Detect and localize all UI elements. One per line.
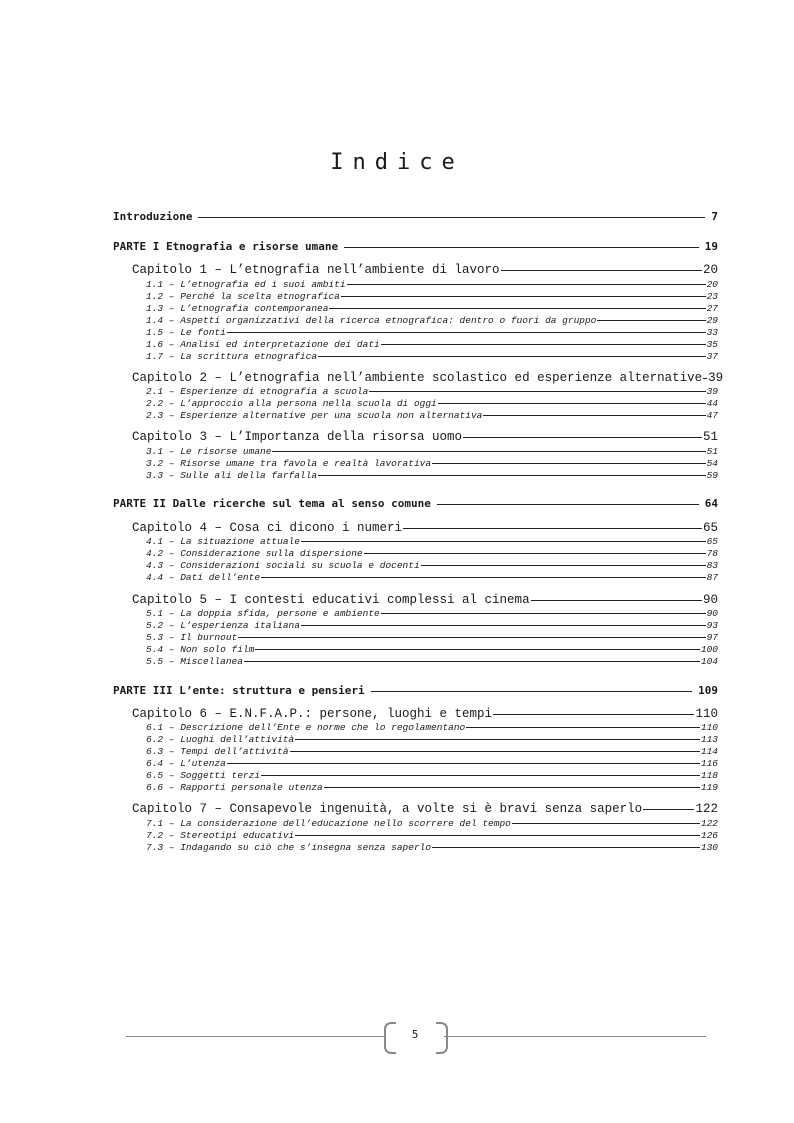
toc-entry-page-number: 20 (702, 263, 718, 277)
toc-entry-label: 7.1 – La considerazione dell’educazione nello scorrere del tempo (146, 818, 511, 829)
toc-leader-line (437, 504, 699, 505)
toc-entry-page-number: 93 (706, 620, 718, 631)
toc-entry-label: Capitolo 3 – L’Importanza della risorsa uomo (132, 430, 463, 444)
toc-entry-label: 1.2 – Perché la scelta etnografica (146, 291, 340, 302)
toc-entry-page-number: 78 (706, 548, 718, 559)
toc-entry-page-number: 122 (695, 802, 718, 816)
toc-entry-sec (146, 351, 718, 362)
toc-entry-label: Introduzione (113, 210, 193, 223)
toc-entry-page-number: 118 (700, 770, 718, 781)
toc-entry-label: 6.2 – Luoghi dell’attività (146, 734, 295, 745)
toc-entry-part (113, 210, 718, 223)
toc-leader-line (347, 284, 706, 285)
toc-entry-label: 3.2 – Risorse umane tra favola e realtà lavorativa (146, 458, 432, 469)
toc-entry-label: 1.7 – La scrittura etnografica (146, 351, 318, 362)
toc-leader-line (324, 787, 700, 788)
page-title: Indice (330, 150, 464, 175)
toc-entry-label: 6.1 – Descrizione dell’Ente e norme che lo regolamentano (146, 722, 466, 733)
toc-entry-page-number: 20 (706, 279, 718, 290)
toc-leader-line (371, 691, 692, 692)
toc-entry-sec (146, 830, 718, 841)
toc-entry-page-number: 114 (700, 746, 718, 757)
toc-entry-chap (132, 593, 718, 607)
toc-entry-page-number: 109 (698, 684, 718, 697)
toc-entry-page-number: 100 (700, 644, 718, 655)
toc-entry-sec (146, 470, 718, 481)
toc-leader-line (531, 600, 702, 601)
toc-entry-label: 4.2 – Considerazione sulla dispersione (146, 548, 363, 559)
toc-entry-page-number: 110 (695, 707, 718, 721)
toc-entry-part (113, 240, 718, 253)
toc-entry-label: 5.2 – L’esperienza italiana (146, 620, 300, 631)
toc-entry-label: 6.4 – L’utenza (146, 758, 226, 769)
toc-entry-chap (132, 371, 724, 385)
toc-entry-sec (146, 842, 718, 853)
page-number: 5 (411, 1028, 419, 1041)
toc-entry-sec (146, 279, 718, 290)
toc-entry-page-number: 130 (700, 842, 718, 853)
toc-entry-page-number: 65 (706, 536, 718, 547)
toc-entry-page-number: 44 (706, 398, 718, 409)
toc-entry-sec (146, 770, 718, 781)
toc-entry-chap (132, 521, 718, 535)
toc-entry-page-number: 35 (706, 339, 718, 350)
toc-entry-page-number: 37 (706, 351, 718, 362)
toc-entry-sec (146, 303, 718, 314)
toc-entry-label: 1.4 – Aspetti organizzativi della ricerca etnografica: dentro o fuori da gruppo (146, 315, 597, 326)
toc-entry-page-number: 51 (706, 446, 718, 457)
toc-entry-page-number: 104 (700, 656, 718, 667)
toc-entry-sec (146, 446, 718, 457)
toc-entry-sec (146, 722, 718, 733)
toc-entry-part (113, 497, 718, 510)
toc-entry-page-number: 97 (706, 632, 718, 643)
toc-entry-page-number: 51 (702, 430, 718, 444)
toc-entry-page-number: 59 (706, 470, 718, 481)
toc-leader-line (227, 332, 706, 333)
toc-leader-line (261, 775, 700, 776)
toc-entry-label: Capitolo 1 – L’etnografia nell’ambiente di lavoro (132, 263, 500, 277)
toc-entry-sec (146, 746, 718, 757)
toc-leader-line (438, 403, 706, 404)
toc-entry-label: 2.3 – Esperienze alternative per una scuola non alternativa (146, 410, 483, 421)
footer-rule-left (126, 1036, 386, 1037)
toc-entry-label: Capitolo 2 – L’etnografia nell’ambiente scolastico ed esperienze alternative (132, 371, 703, 385)
toc-leader-line (597, 320, 705, 321)
toc-entry-page-number: 119 (700, 782, 718, 793)
toc-entry-label: 5.3 – Il burnout (146, 632, 238, 643)
toc-entry-sec (146, 548, 718, 559)
toc-entry-page-number: 87 (706, 572, 718, 583)
toc-entry-chap (132, 430, 718, 444)
toc-entry-page-number: 19 (704, 240, 718, 253)
toc-entry-page-number: 113 (700, 734, 718, 745)
toc-entry-label: 5.5 – Miscellanea (146, 656, 243, 667)
toc-entry-sec (146, 758, 718, 769)
toc-entry-page-number: 90 (702, 593, 718, 607)
toc-entry-sec (146, 572, 718, 583)
toc-entry-sec (146, 560, 718, 571)
toc-entry-label: 1.3 – L’etnografia contemporanea (146, 303, 329, 314)
toc-entry-page-number: 126 (700, 830, 718, 841)
toc-entry-label: Capitolo 6 – E.N.F.A.P.: persone, luoghi e tempi (132, 707, 493, 721)
toc-entry-sec (146, 398, 718, 409)
toc-entry-label: 1.1 – L’etnografia ed i suoi ambiti (146, 279, 346, 290)
page-footer (126, 1022, 706, 1052)
toc-leader-line (381, 344, 706, 345)
toc-entry-page-number: 27 (706, 303, 718, 314)
toc-entry-label: 6.3 – Tempi dell’attività (146, 746, 289, 757)
toc-leader-line (512, 823, 700, 824)
toc-entry-sec (146, 410, 718, 421)
toc-entry-sec (146, 327, 718, 338)
toc-entry-sec (146, 632, 718, 643)
toc-entry-sec (146, 291, 718, 302)
toc-entry-label: 7.3 – Indagando su ciò che s’insegna senza saperlo (146, 842, 432, 853)
toc-entry-sec (146, 644, 718, 655)
toc-leader-line (643, 809, 694, 810)
toc-entry-page-number: 47 (706, 410, 718, 421)
toc-leader-line (381, 613, 706, 614)
toc-entry-label: 2.1 – Esperienze di etnografia a scuola (146, 386, 369, 397)
toc-entry-label: PARTE III L’ente: struttura e pensieri (113, 684, 365, 697)
toc-entry-page-number: 39 (708, 371, 724, 385)
toc-leader-line (501, 270, 702, 271)
toc-leader-line (341, 296, 706, 297)
toc-leader-line (483, 415, 705, 416)
toc-entry-label: 6.6 – Rapporti personale utenza (146, 782, 323, 793)
toc-entry-sec (146, 620, 718, 631)
toc-entry-chap (132, 263, 718, 277)
toc-leader-line (403, 528, 702, 529)
toc-leader-line (318, 475, 706, 476)
toc-entry-sec (146, 339, 718, 350)
toc-leader-line (244, 661, 700, 662)
toc-entry-label: PARTE I Etnografia e risorse umane (113, 240, 339, 253)
toc-entry-page-number: 7 (711, 210, 718, 223)
toc-entry-page-number: 110 (700, 722, 718, 733)
toc-entry-page-number: 83 (706, 560, 718, 571)
toc-entry-sec (146, 458, 718, 469)
toc-entry-page-number: 39 (706, 386, 718, 397)
toc-entry-page-number: 90 (706, 608, 718, 619)
toc-leader-line (421, 565, 706, 566)
toc-entry-label: 3.1 – Le risorse umane (146, 446, 272, 457)
toc-entry-label: 3.3 – Sulle ali della farfalla (146, 470, 318, 481)
toc-entry-label: 1.6 – Analisi ed interpretazione dei dati (146, 339, 380, 350)
toc-entry-sec (146, 818, 718, 829)
toc-entry-chap (132, 802, 718, 816)
toc-entry-label: 5.4 – Non solo film (146, 644, 255, 655)
toc-entry-page-number: 33 (706, 327, 718, 338)
toc-leader-line (255, 649, 700, 650)
toc-leader-line (238, 637, 705, 638)
toc-leader-line (432, 463, 706, 464)
toc-entry-page-number: 23 (706, 291, 718, 302)
toc-entry-sec (146, 782, 718, 793)
toc-entry-page-number: 65 (702, 521, 718, 535)
toc-entry-sec (146, 608, 718, 619)
toc-entry-label: 6.5 – Soggetti terzi (146, 770, 261, 781)
toc-entry-label: 4.1 – La situazione attuale (146, 536, 300, 547)
toc-leader-line (301, 541, 706, 542)
toc-entry-label: 7.2 – Stereotipi educativi (146, 830, 295, 841)
toc-leader-line (261, 577, 706, 578)
footer-bracket-right (436, 1022, 448, 1054)
toc-entry-sec (146, 734, 718, 745)
toc-leader-line (198, 217, 705, 218)
toc-entry-label: 2.2 – L’approccio alla persona nella scuola di oggi (146, 398, 437, 409)
toc-entry-label: PARTE II Dalle ricerche sul tema al senso comune (113, 497, 431, 510)
toc-entry-sec (146, 536, 718, 547)
toc-leader-line (301, 625, 706, 626)
toc-leader-line (703, 378, 707, 379)
toc-leader-line (344, 247, 699, 248)
toc-entry-sec (146, 386, 718, 397)
toc-entry-sec (146, 315, 718, 326)
toc-entry-page-number: 122 (700, 818, 718, 829)
toc-leader-line (318, 356, 706, 357)
toc-entry-page-number: 29 (706, 315, 718, 326)
toc-leader-line (369, 391, 705, 392)
toc-leader-line (290, 751, 700, 752)
toc-entry-label: Capitolo 4 – Cosa ci dicono i numeri (132, 521, 403, 535)
toc-entry-part (113, 684, 718, 697)
toc-leader-line (272, 451, 705, 452)
toc-leader-line (466, 727, 700, 728)
toc-leader-line (493, 714, 694, 715)
toc-leader-line (329, 308, 705, 309)
toc-leader-line (432, 847, 700, 848)
toc-entry-label: 1.5 – Le fonti (146, 327, 226, 338)
toc-entry-chap (132, 707, 718, 721)
footer-rule-right (444, 1036, 706, 1037)
toc-leader-line (463, 437, 702, 438)
toc-entry-label: Capitolo 5 – I contesti educativi complessi al cinema (132, 593, 530, 607)
toc-entry-page-number: 116 (700, 758, 718, 769)
toc-leader-line (295, 739, 700, 740)
toc-leader-line (227, 763, 700, 764)
toc-entry-sec (146, 656, 718, 667)
toc-entry-page-number: 54 (706, 458, 718, 469)
toc-entry-label: 5.1 – La doppia sfida, persone e ambiente (146, 608, 380, 619)
toc-entry-label: 4.4 – Dati dell’ente (146, 572, 261, 583)
toc-entry-label: 4.3 – Considerazioni sociali su scuola e docenti (146, 560, 420, 571)
toc-entry-label: Capitolo 7 – Consapevole ingenuità, a volte si è bravi senza saperlo (132, 802, 643, 816)
toc-entry-page-number: 64 (704, 497, 718, 510)
toc-leader-line (295, 835, 700, 836)
toc-leader-line (364, 553, 706, 554)
